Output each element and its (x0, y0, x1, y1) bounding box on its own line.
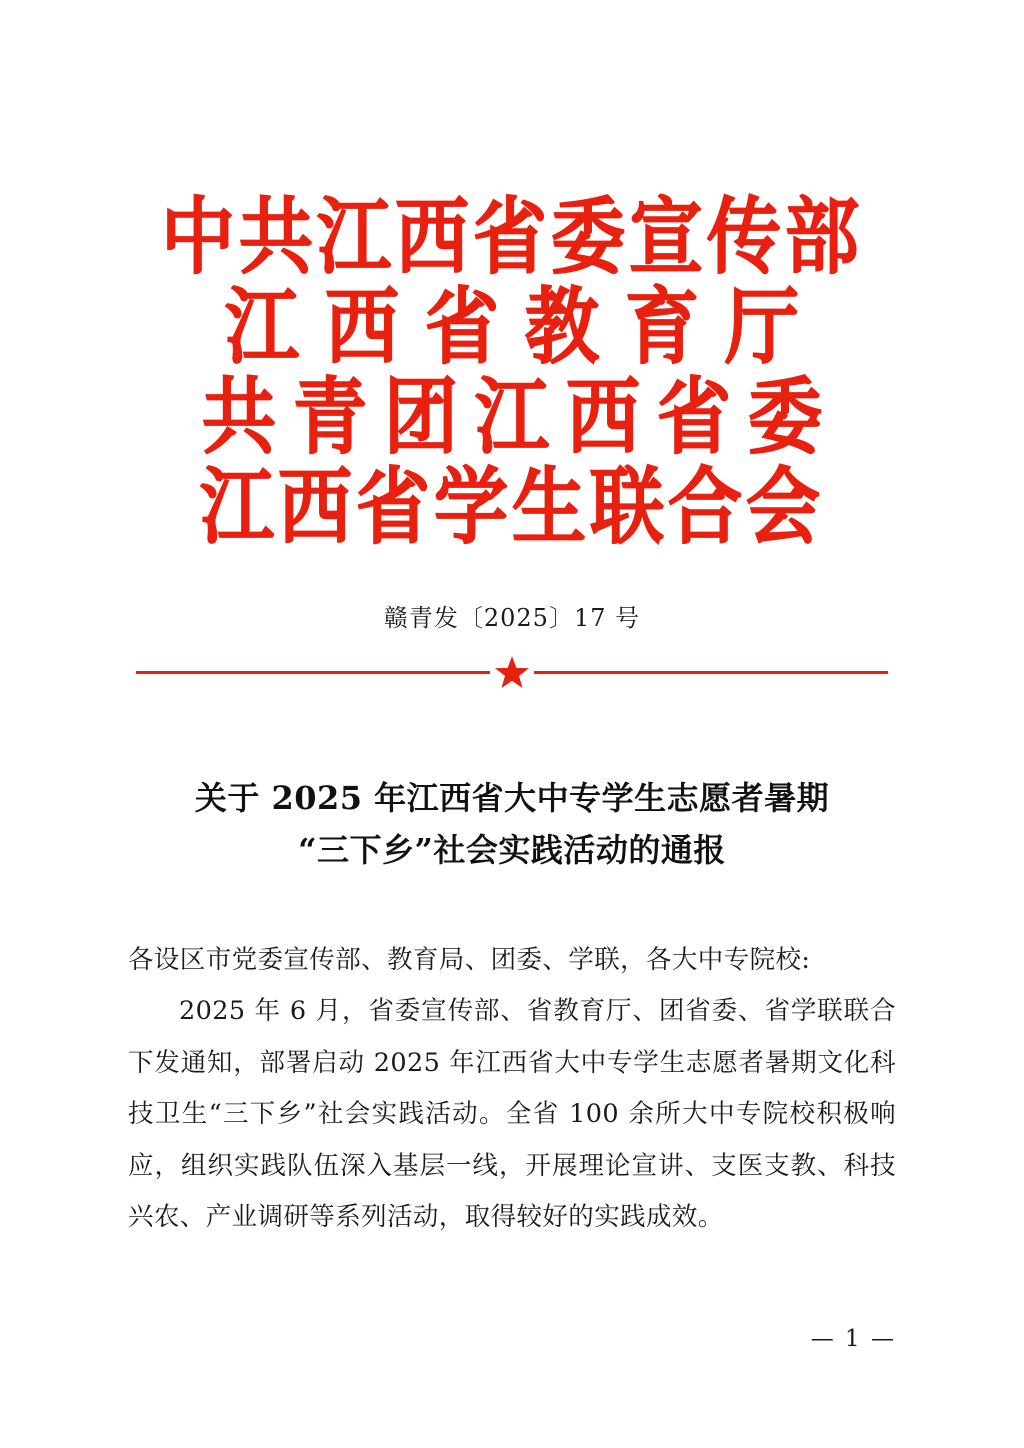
body-salutation: 各设区市党委宣传部、教育局、团委、学联，各大中专院校: (128, 944, 811, 975)
letterhead-line-1: 中共江西省委宣传部 (161, 189, 863, 286)
letterhead-line-4: 江西省学生联合会 (200, 459, 824, 556)
letterhead-line-3: 共青团江西省委 (202, 369, 839, 466)
red-star-icon (490, 655, 534, 689)
body-paragraph-1: 2025 年 6 月，省委宣传部、省教育厅、团省委、省学联联合下发通知，部署启动 2025 年江西省大中专学生志愿者暑期文化科技卫生“三下乡”社会实践活动。全省 100 余所大中专院校积极响应，组织实践队伍深入基层一线，开展理论宣讲、支医支教、科技兴农、产业调研等系列活动，取得较好的实践成效。 (128, 996, 896, 1233)
letterhead-line-2: 江西省教育厅 (225, 279, 825, 376)
letterhead (128, 189, 896, 556)
page-title-line-2: “三下乡”社会实践活动的通报 (298, 830, 726, 869)
red-separator (128, 655, 896, 689)
document-body (128, 935, 896, 1244)
page-number: — 1 — (810, 1326, 896, 1352)
document-number: 赣青发〔2025〕17 号 (383, 604, 641, 632)
page-title (128, 773, 896, 877)
page-title-line-1: 关于 2025 年江西省大中专学生志愿者暑期 (194, 779, 830, 817)
